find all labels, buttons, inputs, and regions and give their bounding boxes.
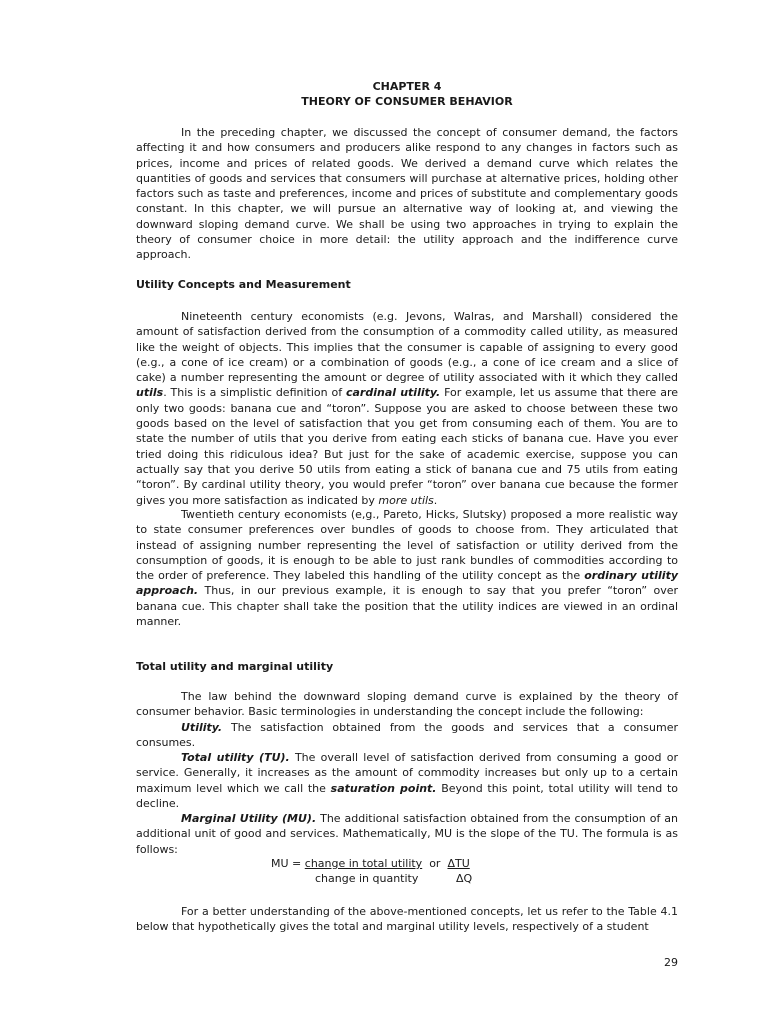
definition-utility [136,720,678,751]
term-utility: Utility. [181,721,223,734]
term-marginal-utility: Marginal Utility (MU). [181,812,317,825]
formula-numerator: change in total utility [304,857,423,870]
text-run: The overall level of satisfaction derived from consuming a good or service. Generally, it increases as the amount of commodity increases but only up to a certain maximum level which we call the [136,751,678,795]
chapter-title: THEORY OF CONSUMER BEHAVIOR [301,95,513,108]
definition-marginal-utility [136,811,678,857]
law-paragraph: The law behind the downward sloping demand curve is explained by the theory of consumer behavior. Basic terminologies in understanding the concept include the following: [136,690,678,719]
formula-numerator-row [271,856,470,871]
term-more-utils: more utils [378,493,434,507]
text-run: Nineteenth century economists (e.g. Jevons, Walras, and Marshall) considered the amount of satisfaction derived from the consumption of a commodity called utility, as measured like the weight of objects. This implies that the consumer is capable of assigning to every good (e.g., a cone of ice cream) or a combination of goods (e.g., a cone of ice cream and a slice of cake) a number representing the amount or degree of utility associated with it which they called [136,310,678,385]
cardinal-utility-paragraph [136,309,678,508]
formula-delta-tu: ΔTU [447,857,470,870]
term-utils: utils [136,386,164,400]
formula-or: or [422,857,448,870]
formula-denominator-row [315,871,418,886]
formula-delta-q-row [456,871,472,886]
text-run: For example, let us assume that there are only two goods: banana cue and “toron”. Suppose you are asked to choose between these two goods based on the level of satisfaction that you get from consuming each of them. You are to state the number of utils that you derive from eating each sticks of banana cue. Have you ever tried doing this ridiculous idea? But just for the sake of academic exercise, suppose you can actually say that you derive 50 utils from eating a stick of banana cue and 75 utils from eating “toron”. By cardinal utility theory, you would prefer “toron” over banana cue because the former gives you more satisfaction as indicated by [136,386,678,507]
formula-delta-q: ΔQ [456,872,473,885]
text-run: . This is a simplistic definition of [163,386,346,400]
text-run: Beyond this point, total utility will tend to decline. [136,781,678,810]
text-run: The additional satisfaction obtained from the consumption of an additional unit of good and services. Mathematically, MU is the slope of the TU. The formula is as follows: [136,812,678,856]
section-heading-total-marginal-utility: Total utility and marginal utility [136,660,334,673]
ordinal-utility-paragraph [136,507,678,629]
page-number: 29 [664,956,678,969]
term-ordinary-utility: ordinary utility approach. [136,569,679,598]
text-run: . [433,493,438,507]
text-run: Thus, in our previous example, it is enough to say that you prefer “toron” over banana cue. This chapter shall take the position that the utility indices are viewed in an ordinal manner. [136,584,678,629]
text-run: The satisfaction obtained from the goods and services that a consumer consumes. [136,721,678,750]
table-reference-paragraph: For a better understanding of the above-mentioned concepts, let us refer to the Table 4.1 below that hypothetically gives the total and marginal utility levels, respectively of a student [136,905,678,934]
chapter-number: CHAPTER 4 [372,80,442,93]
intro-paragraph: In the preceding chapter, we discussed the concept of consumer demand, the factors affecting it and how consumers and producers alike respond to any changes in factors such as prices, income and prices of related goods. We derived a demand curve which relates the quantities of goods and services that consumers will purchase at alternative prices, holding other factors such as taste and preferences, income and prices of substitute and complementary goods constant. In this chapter, we will pursue an alternative way of looking at, and viewing the downward sloping demand curve. We shall be using two approaches in trying to explain the theory of consumer choice in more detail: the utility approach and the indifference curve approach. [136,126,678,262]
formula-denominator: change in quantity [315,872,419,885]
definition-total-utility [136,750,678,811]
term-total-utility: Total utility (TU). [181,751,290,764]
term-cardinal-utility: cardinal utility. [345,386,441,400]
text-run: Twentieth century economists (e,g., Pareto, Hicks, Slutsky) proposed a more realistic way to state consumer preferences over bundles of goods to choose from. They articulated that instead of assigning number representing the level of satisfaction or utility derived from the consumption of goods, it is enough to be able to just rank bundles of commodities according to the order of preference. They labeled this handling of the utility concept as the [136,508,678,583]
term-saturation-point: saturation point. [330,781,437,795]
formula-lhs: MU = [271,857,305,870]
section-heading-utility-concepts: Utility Concepts and Measurement [136,278,351,291]
